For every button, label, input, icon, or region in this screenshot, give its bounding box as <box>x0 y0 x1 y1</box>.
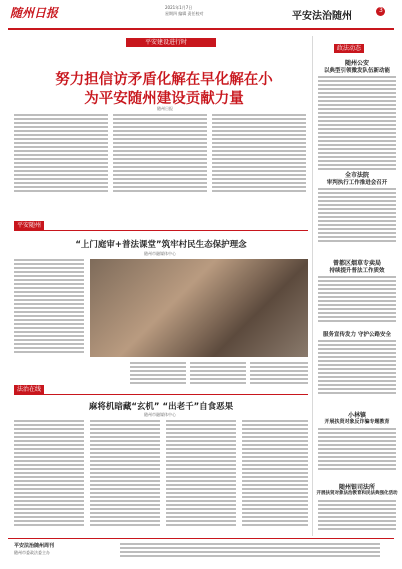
low-story-body-col-3 <box>166 420 236 528</box>
low-story-byline: 随州市融媒体中心 <box>144 412 176 417</box>
right-low-headline-2: 开展扶贤对象反诈骗专题教育 <box>324 419 390 425</box>
right-bottom-body <box>318 500 396 532</box>
right-mid-headline-2: 审判执行工作推进会召开 <box>326 180 388 186</box>
low-story-tag: 法治在线 <box>14 385 44 394</box>
lead-headline-2: 为平安随州建设贡献力量 <box>84 91 244 107</box>
date-line: 2021年1月7日 <box>165 5 193 10</box>
right-mid-headline-1: 全市法院 <box>344 172 369 179</box>
right-top-headline-2: 以典型引领微发队伍新动能 <box>323 68 390 74</box>
lead-body-col-1 <box>14 114 108 194</box>
mid-story-headline: “上门庭审+普法课堂”筑牢村民生态保护理念 <box>75 240 247 250</box>
right-mid3-headline: 服务宣传发力 守护公路安全 <box>323 332 391 338</box>
mid-story-byline: 随州市融媒体中心 <box>144 251 176 256</box>
newspaper-logo: 随州日报 <box>10 6 59 20</box>
mid-story-rule <box>14 230 308 231</box>
lead-body-col-2 <box>113 114 207 194</box>
low-story-body-col-4 <box>242 420 308 528</box>
column-divider <box>312 36 313 536</box>
right-mid2-body <box>318 276 396 324</box>
lead-body-col-3 <box>212 114 306 194</box>
masthead-rule <box>8 28 394 30</box>
footer-subtitle: 随州市委政法委主办 <box>14 550 50 555</box>
right-bottom-headline-1: 随州银司法所 <box>338 484 375 491</box>
footer-rule <box>8 538 394 539</box>
mid-story-photo <box>90 259 308 357</box>
right-top-tag: 政法动态 <box>334 44 364 53</box>
lead-headline-1: 努力担信访矛盾化解在早化解在小 <box>55 72 273 88</box>
edition-line: 星期四 编辑 责任校对 <box>165 11 204 16</box>
mid-story-body-col-3 <box>190 362 246 386</box>
right-mid2-headline-2: 持续提升普法工作质效 <box>329 268 385 274</box>
right-low-headline-1: 小林镇 <box>347 412 366 419</box>
right-bottom-headline-2: 开展扶贤对象法治教育和民法典强化活动 <box>316 491 398 496</box>
section-title: 平安法治随州 <box>292 11 352 22</box>
right-top-body <box>318 76 396 172</box>
mid-story-body-col-4 <box>250 362 308 386</box>
low-story-body-col-1 <box>14 420 84 528</box>
mid-story-tag: 平安随州 <box>14 221 44 230</box>
right-mid-body <box>318 188 396 244</box>
low-story-headline: 麻将机暗藏“玄机” “出老千”自食恶果 <box>88 402 234 412</box>
right-mid3-body <box>318 340 396 396</box>
right-mid2-headline-1: 曾都区烟草专卖局 <box>332 260 381 267</box>
lead-banner-text: 平安建设进行时 <box>145 39 188 46</box>
right-top-headline-1: 随州公安 <box>344 60 369 67</box>
mid-story-body-col-1 <box>14 259 84 355</box>
right-low-body <box>318 428 396 472</box>
footer-info <box>120 543 380 559</box>
mid-story-body-col-2 <box>130 362 186 386</box>
footer-title: 平安法治随州周刊 <box>14 543 55 549</box>
lead-byline: 随州日报 <box>157 106 173 111</box>
low-story-rule <box>14 394 308 395</box>
masthead <box>0 0 402 30</box>
low-story-body-col-2 <box>90 420 160 528</box>
page-number: 3 <box>379 7 383 14</box>
